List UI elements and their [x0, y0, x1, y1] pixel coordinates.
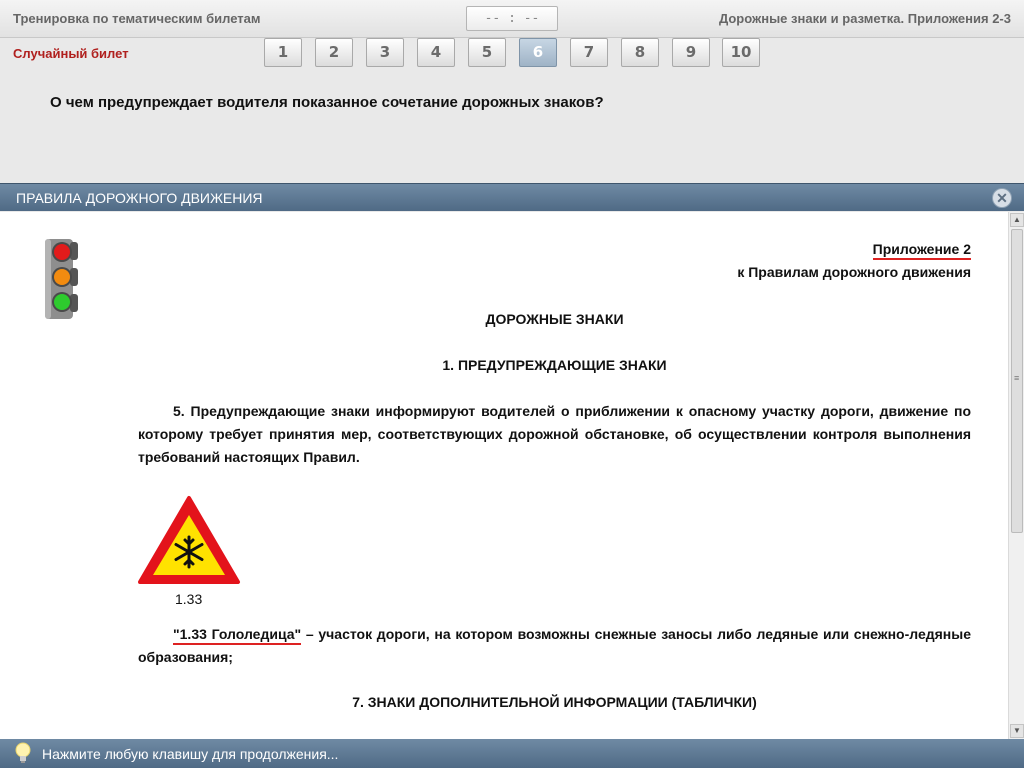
footer-bar — [0, 739, 1024, 768]
vertical-scrollbar[interactable] — [1008, 212, 1024, 739]
traffic-light-icon — [42, 238, 78, 320]
ticket-button-5[interactable]: 5 — [468, 38, 506, 67]
sign-link[interactable]: "1.33 Гололедица" — [173, 626, 301, 645]
scroll-up-icon[interactable]: ▲ — [1010, 213, 1024, 227]
close-icon[interactable]: ✕ — [992, 188, 1012, 208]
lightbulb-icon — [13, 742, 33, 764]
topic-title: Дорожные знаки и разметка. Приложения 2-3 — [718, 11, 1011, 26]
scroll-down-icon[interactable]: ▼ — [1010, 724, 1024, 738]
document-heading: ДОРОЖНЫЕ ЗНАКИ — [485, 311, 624, 327]
section-heading-1: 1. ПРЕДУПРЕЖДАЮЩИЕ ЗНАКИ — [442, 357, 667, 373]
ticket-button-4[interactable]: 4 — [417, 38, 455, 67]
appendix-subtitle: к Правилам дорожного движения — [737, 264, 971, 280]
paragraph-5: 5. Предупреждающие знаки информируют водителей о приближении к опасному участку дороги, движение по которому требует принятия мер, соответствующих дорожной обстановке, об осуществлении контроля выполнения требований настоящих Правил. — [138, 403, 971, 465]
scrollbar-thumb[interactable] — [1011, 229, 1023, 533]
ticket-row — [0, 38, 1024, 68]
section-heading-7: 7. ЗНАКИ ДОПОЛНИТЕЛЬНОЙ ИНФОРМАЦИИ (ТАБЛИЧКИ) — [352, 694, 757, 710]
question-text: О чем предупреждает водителя показанное сочетание дорожных знаков? — [50, 94, 604, 111]
ticket-button-3[interactable]: 3 — [366, 38, 404, 67]
sign-description: "1.33 Гололедица" – участок дороги, на котором возможны снежные заносы либо ледяные или снежно-ледяные образования; — [138, 626, 971, 665]
ticket-button-9[interactable]: 9 — [672, 38, 710, 67]
continue-hint: Нажмите любую клавишу для продолжения... — [42, 746, 339, 762]
appendix-title: Приложение 2 — [873, 241, 971, 257]
sign-caption: 1.33 — [175, 591, 203, 607]
modal-title: ПРАВИЛА ДОРОЖНОГО ДВИЖЕНИЯ — [16, 190, 263, 206]
random-ticket-link[interactable]: Случайный билет — [13, 46, 129, 61]
modal-header — [0, 183, 1024, 211]
mode-title: Тренировка по тематическим билетам — [13, 11, 261, 26]
warning-sign-ice-icon — [137, 495, 241, 585]
timer-display: -- : -- — [466, 6, 558, 31]
top-bar — [0, 0, 1024, 38]
ticket-button-8[interactable]: 8 — [621, 38, 659, 67]
ticket-button-7[interactable]: 7 — [570, 38, 608, 67]
ticket-button-2[interactable]: 2 — [315, 38, 353, 67]
rules-document — [0, 212, 1008, 739]
ticket-button-10[interactable]: 10 — [722, 38, 760, 67]
ticket-button-6[interactable]: 6 — [519, 38, 557, 67]
ticket-button-1[interactable]: 1 — [264, 38, 302, 67]
grip-icon: ≡ — [1014, 373, 1020, 383]
